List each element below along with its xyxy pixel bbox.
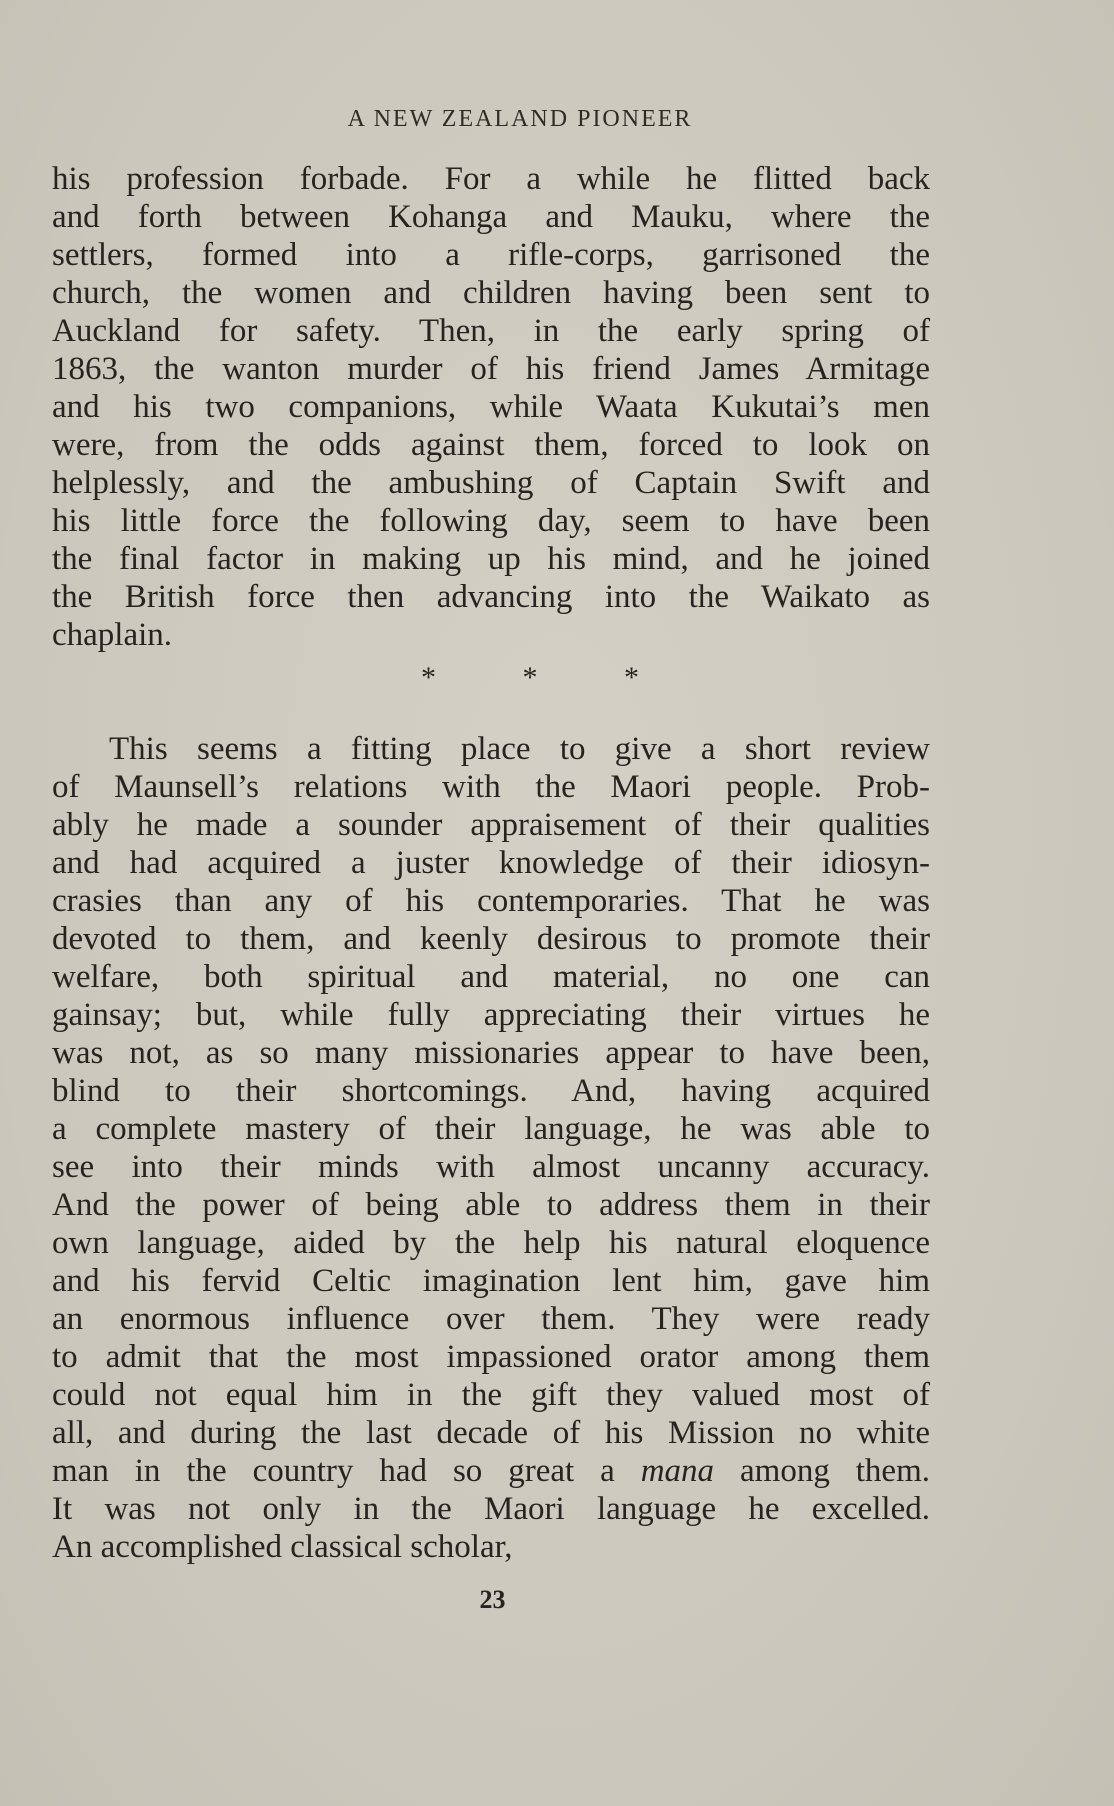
paragraph-1 [52,160,930,654]
text-line: church, the women and children having been sent to [52,275,930,311]
text-line: to admit that the most impassioned orator among them [52,1339,930,1375]
text-line-with-italic [52,1452,930,1490]
paragraph-2 [52,730,930,1566]
text-line: welfare, both spiritual and material, no one can [52,959,930,995]
text-line: blind to their shortcomings. And, having acquired [52,1073,930,1109]
text-line: Auckland for safety. Then, in the early spring of [52,313,930,349]
separator-star: * [624,661,639,694]
text-line: was not, as so many missionaries appear to have been, [52,1035,930,1071]
text-line: and his two companions, while Waata Kukutai’s men [52,389,930,425]
text-line: 1863, the wanton murder of his friend James Armitage [52,351,930,387]
text-line: a complete mastery of their language, he was able to [52,1111,930,1147]
text-line: settlers, formed into a rifle-corps, garrisoned the [52,237,930,273]
text-line: It was not only in the Maori language he excelled. [52,1491,930,1527]
text-line: all, and during the last decade of his Mission no white [52,1415,930,1451]
text-line: his little force the following day, seem to have been [52,503,930,539]
text-line: ably he made a sounder appraisement of their qualities [52,807,930,843]
italic-word: mana [640,1453,715,1489]
text-line: gainsay; but, while fully appreciating their virtues he [52,997,930,1033]
text-line: the British force then advancing into the Waikato as [52,579,930,615]
text-line: could not equal him in the gift they valued most of [52,1377,930,1413]
text-line: own language, aided by the help his natural eloquence [52,1225,930,1261]
section-separator [0,661,1060,695]
text-line: the final factor in making up his mind, and he joined [52,541,930,577]
text-line: and his fervid Celtic imagination lent him, gave him [52,1263,930,1299]
text-line: see into their minds with almost uncanny accuracy. [52,1149,930,1185]
text-line: his profession forbade. For a while he flitted back [52,161,930,197]
text-segment: among them. [714,1453,930,1489]
text-line: and forth between Kohanga and Mauku, where the [52,199,930,235]
running-head: A NEW ZEALAND PIONEER [347,106,693,132]
page-number: 23 [479,1585,506,1614]
text-segment: man in the country had so great a [52,1453,641,1489]
text-line: chaplain. [52,617,173,653]
text-line: an enormous influence over them. They were ready [52,1301,930,1337]
separator-star: * [522,661,538,694]
text-line: This seems a fitting place to give a short review [109,731,930,767]
text-line: were, from the odds against them, forced to look on [52,427,930,463]
text-line: And the power of being able to address them in their [52,1187,930,1223]
text-line: of Maunsell’s relations with the Maori people. Prob- [52,769,930,805]
text-line: devoted to them, and keenly desirous to promote their [52,921,930,957]
separator-star: * [421,661,436,694]
text-line: An accomplished classical scholar, [52,1529,513,1565]
text-line: and had acquired a juster knowledge of their idiosyn- [52,845,930,881]
text-line: helplessly, and the ambushing of Captain Swift and [52,465,930,501]
text-line: crasies than any of his contemporaries. That he was [52,883,930,919]
